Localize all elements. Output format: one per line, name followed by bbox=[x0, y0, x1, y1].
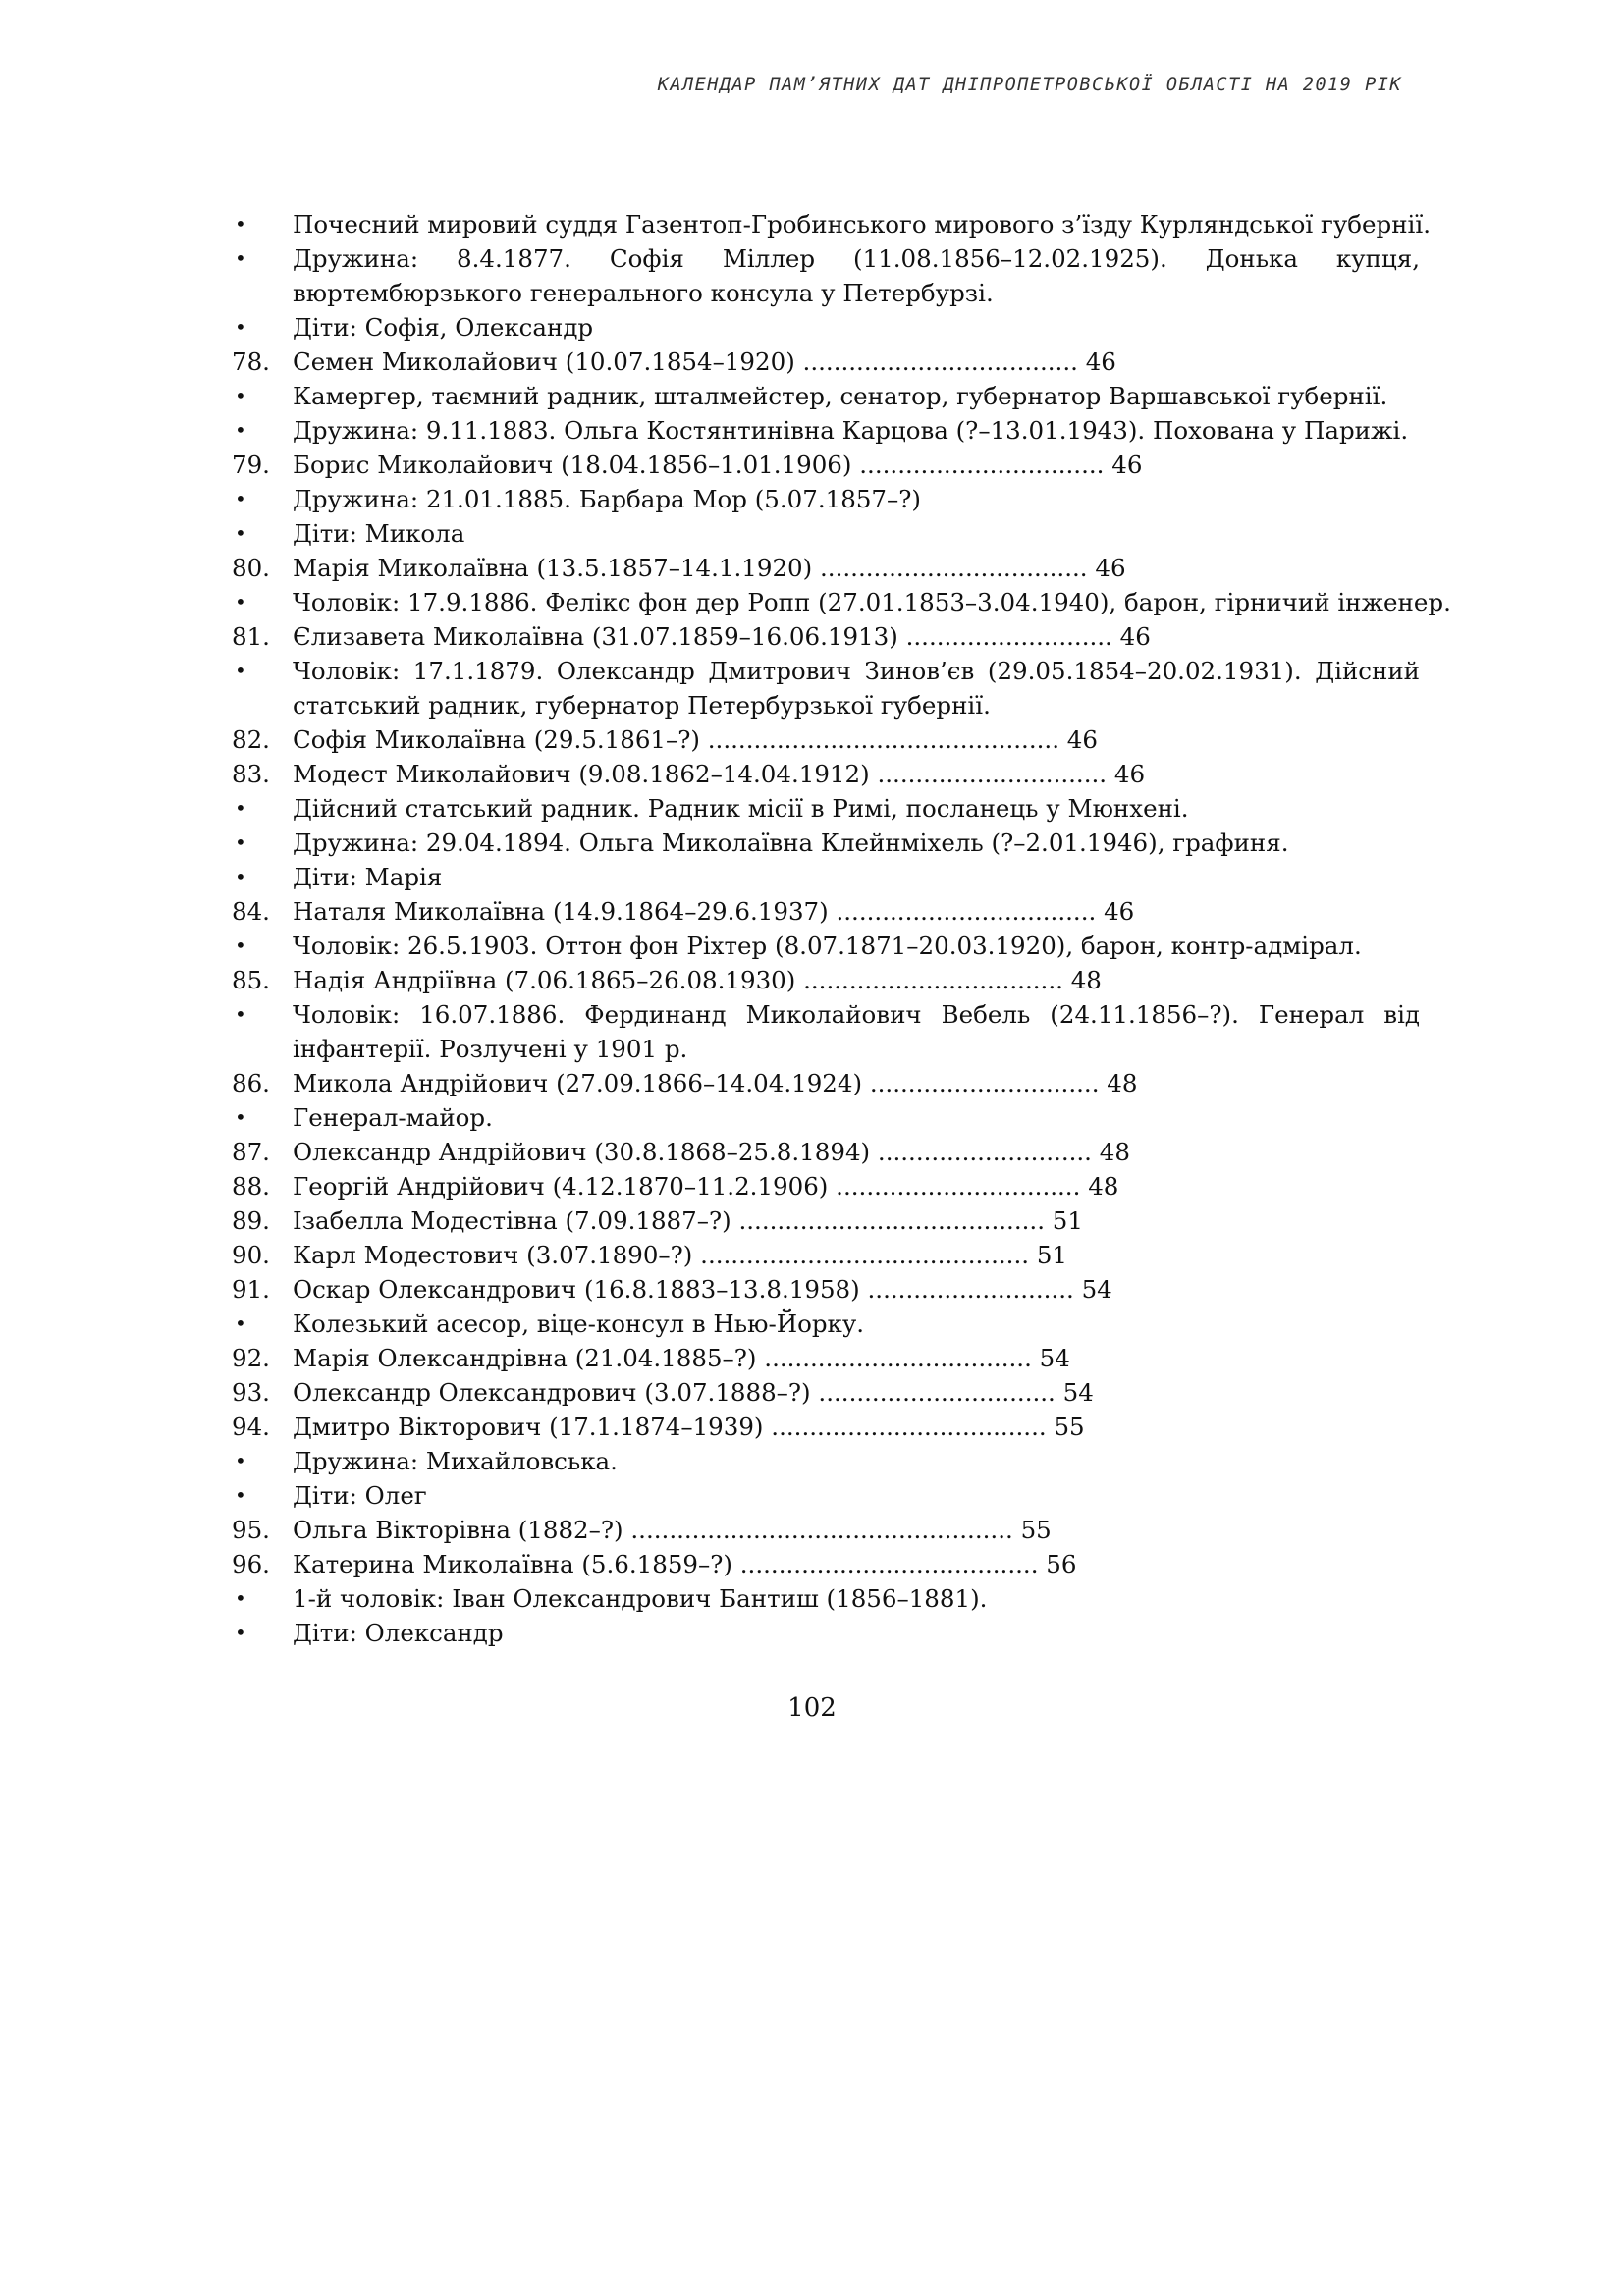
line-text: Семен Миколайович (10.07.1854–1920) bbox=[293, 347, 795, 376]
list-bullet-item bbox=[232, 516, 1420, 551]
list-bullet-item bbox=[232, 379, 1420, 413]
line-text: Марія Олександрівна (21.04.1885–?) bbox=[293, 1344, 757, 1372]
list-bullet-item bbox=[232, 482, 1420, 516]
running-head: КАЛЕНДАР ПАМ’ЯТНИХ ДАТ ДНІПРОПЕТРОВСЬКОЇ ОБЛАСТІ НА 2019 РІК bbox=[657, 75, 1402, 95]
page-reference: 46 bbox=[1111, 451, 1143, 479]
leader-dots: .................................................. bbox=[630, 1516, 1013, 1544]
bullet-marker: • bbox=[235, 487, 246, 510]
line-text: Ізабелла Модестівна (7.09.1887–?) bbox=[293, 1206, 731, 1235]
leader-dots: ................................... bbox=[820, 554, 1088, 582]
leader-dots: .................................... bbox=[771, 1413, 1047, 1441]
bullet-marker: • bbox=[235, 1483, 246, 1507]
leader-dots: .............................. bbox=[877, 760, 1108, 788]
page-reference: 55 bbox=[1020, 1516, 1052, 1544]
list-entry bbox=[232, 1513, 1420, 1547]
list-bullet-item bbox=[232, 1581, 1420, 1616]
list-entry bbox=[232, 722, 1420, 757]
leader-dots: ............................ bbox=[877, 1138, 1092, 1166]
leader-dots: ....................................... bbox=[739, 1550, 1039, 1578]
page-reference: 46 bbox=[1113, 760, 1146, 788]
leader-dots: .............................................. bbox=[707, 725, 1059, 754]
page-reference: 48 bbox=[1070, 966, 1102, 994]
page-reference: 51 bbox=[1052, 1206, 1083, 1235]
entry-number: 83. bbox=[232, 760, 270, 788]
line-text: Єлизавета Миколаївна (31.07.1859–16.06.1913) bbox=[293, 622, 898, 651]
page-reference: 54 bbox=[1081, 1275, 1112, 1304]
bullet-marker: • bbox=[235, 590, 246, 614]
list-entry bbox=[232, 448, 1420, 482]
list-bullet-item bbox=[232, 413, 1420, 448]
list-entry bbox=[232, 1169, 1420, 1203]
leader-dots: ........................................ bbox=[738, 1206, 1045, 1235]
line-text: Чоловік: 17.9.1886. Фелікс фон дер Ропп (27.01.1853–3.04.1940), барон, гірничий інженер. bbox=[293, 588, 1451, 616]
bullet-marker: • bbox=[235, 659, 246, 682]
line-text: Микола Андрійович (27.09.1866–14.04.1924) bbox=[293, 1069, 863, 1097]
page-reference: 46 bbox=[1104, 897, 1135, 926]
line-text: Колезький асесор, віце-консул в Нью-Йорку. bbox=[293, 1309, 865, 1338]
list-bullet-item bbox=[232, 1478, 1420, 1513]
bullet-marker: • bbox=[235, 384, 246, 407]
leader-dots: .............................. bbox=[869, 1069, 1100, 1097]
entry-number: 80. bbox=[232, 554, 270, 582]
list-entry bbox=[232, 1066, 1420, 1100]
line-text: Чоловік: 17.1.1879. Олександр Дмитрович Зинов’єв (29.05.1854–20.02.1931). Дійсний статський радник, губернатор Петербурзької губернії. bbox=[293, 657, 1420, 720]
line-text: Дружина: 8.4.1877. Софія Міллер (11.08.1856–12.02.1925). Донька купця, вюртембюрзького генерального консула у Петербурзі. bbox=[293, 244, 1420, 307]
line-text: Модест Миколайович (9.08.1862–14.04.1912) bbox=[293, 760, 870, 788]
page-reference: 46 bbox=[1119, 622, 1151, 651]
line-text: Марія Миколаївна (13.5.1857–14.1.1920) bbox=[293, 554, 813, 582]
line-text: Дружина: 9.11.1883. Ольга Костянтинівна Карцова (?–13.01.1943). Похована у Парижі. bbox=[293, 416, 1409, 445]
entry-number: 81. bbox=[232, 622, 270, 651]
list-entry bbox=[232, 1272, 1420, 1307]
line-text: Чоловік: 16.07.1886. Фердинанд Миколайович Вебель (24.11.1856–?). Генерал від інфантерії. Розлучені у 1901 р. bbox=[293, 1000, 1420, 1063]
bullet-marker: • bbox=[235, 830, 246, 854]
page-reference: 51 bbox=[1036, 1241, 1068, 1269]
list-entry bbox=[232, 963, 1420, 997]
bullet-marker: • bbox=[235, 865, 246, 888]
entry-number: 88. bbox=[232, 1172, 270, 1201]
line-text: Діти: Микола bbox=[293, 519, 465, 548]
line-text: Почесний мировий суддя Газентоп-Гробинського мирового з’їзду Курляндської губернії. bbox=[293, 210, 1432, 239]
bullet-marker: • bbox=[235, 212, 246, 236]
line-text: Карл Модестович (3.07.1890–?) bbox=[293, 1241, 693, 1269]
list-bullet-item bbox=[232, 860, 1420, 894]
leader-dots: ............................... bbox=[818, 1378, 1056, 1407]
line-text: 1-й чоловік: Іван Олександрович Бантиш (1856–1881). bbox=[293, 1584, 988, 1613]
line-text: Діти: Олег bbox=[293, 1481, 427, 1510]
list-bullet-item bbox=[232, 1100, 1420, 1135]
list-bullet-item bbox=[232, 654, 1420, 722]
bullet-marker: • bbox=[235, 1105, 246, 1129]
list-bullet-item bbox=[232, 929, 1420, 963]
bullet-marker: • bbox=[235, 796, 246, 820]
entry-number: 92. bbox=[232, 1344, 270, 1372]
bullet-marker: • bbox=[235, 1002, 246, 1026]
line-text: Дійсний статський радник. Радник місії в Римі, посланець у Мюнхені. bbox=[293, 794, 1189, 823]
line-text: Георгій Андрійович (4.12.1870–11.2.1906) bbox=[293, 1172, 829, 1201]
page-number: 102 bbox=[787, 1693, 837, 1723]
entry-number: 87. bbox=[232, 1138, 270, 1166]
bullet-marker: • bbox=[235, 315, 246, 339]
bullet-marker: • bbox=[235, 1449, 246, 1472]
bullet-marker: • bbox=[235, 418, 246, 442]
entry-number: 85. bbox=[232, 966, 270, 994]
list-entry bbox=[232, 1238, 1420, 1272]
bullet-marker: • bbox=[235, 1311, 246, 1335]
line-text: Чоловік: 26.5.1903. Оттон фон Ріхтер (8.07.1871–20.03.1920), барон, контр-адмірал. bbox=[293, 932, 1362, 960]
entry-number: 84. bbox=[232, 897, 270, 926]
entry-number: 95. bbox=[232, 1516, 270, 1544]
page-reference: 54 bbox=[1062, 1378, 1094, 1407]
list-bullet-item bbox=[232, 791, 1420, 826]
leader-dots: ................................... bbox=[764, 1344, 1032, 1372]
line-text: Ольга Вікторівна (1882–?) bbox=[293, 1516, 623, 1544]
page-reference: 48 bbox=[1088, 1172, 1119, 1201]
page-reference: 55 bbox=[1054, 1413, 1085, 1441]
entry-number: 93. bbox=[232, 1378, 270, 1407]
line-text: Камергер, таємний радник, шталмейстер, сенатор, губернатор Варшавської губернії. bbox=[293, 382, 1388, 410]
line-text: Дружина: Михайловська. bbox=[293, 1447, 618, 1475]
list-entry bbox=[232, 345, 1420, 379]
list-bullet-item bbox=[232, 207, 1432, 241]
list-entry bbox=[232, 551, 1420, 585]
list-bullet-item bbox=[232, 585, 1451, 619]
list-entry bbox=[232, 1410, 1420, 1444]
list-entry bbox=[232, 1547, 1420, 1581]
bullet-marker: • bbox=[235, 246, 246, 270]
leader-dots: ........................................... bbox=[700, 1241, 1030, 1269]
leader-dots: .................................... bbox=[802, 347, 1078, 376]
leader-dots: ........................... bbox=[867, 1275, 1074, 1304]
bullet-marker: • bbox=[235, 521, 246, 545]
line-text: Оскар Олександрович (16.8.1883–13.8.1958) bbox=[293, 1275, 860, 1304]
list-bullet-item bbox=[232, 997, 1420, 1066]
bullet-marker: • bbox=[235, 934, 246, 957]
line-text: Діти: Софія, Олександр bbox=[293, 313, 594, 342]
page-reference: 46 bbox=[1085, 347, 1116, 376]
list-entry bbox=[232, 1375, 1420, 1410]
list-bullet-item bbox=[232, 1616, 1420, 1650]
entry-number: 91. bbox=[232, 1275, 270, 1304]
bullet-marker: • bbox=[235, 1586, 246, 1610]
page-reference: 46 bbox=[1095, 554, 1126, 582]
list-entry bbox=[232, 894, 1420, 929]
list-entry bbox=[232, 619, 1420, 654]
list-entry bbox=[232, 1203, 1420, 1238]
entry-number: 94. bbox=[232, 1413, 270, 1441]
leader-dots: .................................. bbox=[803, 966, 1063, 994]
entry-number: 86. bbox=[232, 1069, 270, 1097]
page-reference: 54 bbox=[1039, 1344, 1070, 1372]
line-text: Олександр Андрійович (30.8.1868–25.8.1894) bbox=[293, 1138, 871, 1166]
page-reference: 46 bbox=[1066, 725, 1098, 754]
entry-number: 79. bbox=[232, 451, 270, 479]
list-bullet-item bbox=[232, 1307, 1420, 1341]
list-bullet-item bbox=[232, 826, 1420, 860]
leader-dots: .................................. bbox=[836, 897, 1097, 926]
line-text: Діти: Олександр bbox=[293, 1619, 504, 1647]
list-bullet-item bbox=[232, 1444, 1420, 1478]
line-text: Софія Миколаївна (29.5.1861–?) bbox=[293, 725, 700, 754]
entry-number: 96. bbox=[232, 1550, 270, 1578]
bullet-marker: • bbox=[235, 1621, 246, 1644]
entry-number: 78. bbox=[232, 347, 270, 376]
line-text: Надія Андріївна (7.06.1865–26.08.1930) bbox=[293, 966, 796, 994]
line-text: Дружина: 29.04.1894. Ольга Миколаївна Клейнміхель (?–2.01.1946), графиня. bbox=[293, 828, 1289, 857]
page-reference: 48 bbox=[1107, 1069, 1138, 1097]
page-reference: 48 bbox=[1099, 1138, 1130, 1166]
line-text: Наталя Миколаївна (14.9.1864–29.6.1937) bbox=[293, 897, 829, 926]
list-bullet-item bbox=[232, 310, 1420, 345]
entry-number: 89. bbox=[232, 1206, 270, 1235]
line-text: Борис Миколайович (18.04.1856–1.01.1906) bbox=[293, 451, 852, 479]
entry-number: 90. bbox=[232, 1241, 270, 1269]
list-bullet-item bbox=[232, 241, 1420, 310]
genealogy-list bbox=[232, 207, 1451, 1650]
line-text: Катерина Миколаївна (5.6.1859–?) bbox=[293, 1550, 732, 1578]
leader-dots: ................................ bbox=[836, 1172, 1081, 1201]
list-entry bbox=[232, 1341, 1420, 1375]
line-text: Дмитро Вікторович (17.1.1874–1939) bbox=[293, 1413, 764, 1441]
line-text: Дружина: 21.01.1885. Барбара Мор (5.07.1857–?) bbox=[293, 485, 921, 513]
line-text: Діти: Марія bbox=[293, 863, 443, 891]
list-entry bbox=[232, 757, 1420, 791]
list-entry bbox=[232, 1135, 1420, 1169]
line-text: Генерал-майор. bbox=[293, 1103, 493, 1132]
leader-dots: ................................ bbox=[859, 451, 1105, 479]
leader-dots: ........................... bbox=[905, 622, 1112, 651]
line-text: Олександр Олександрович (3.07.1888–?) bbox=[293, 1378, 811, 1407]
entry-number: 82. bbox=[232, 725, 270, 754]
page-reference: 56 bbox=[1046, 1550, 1077, 1578]
